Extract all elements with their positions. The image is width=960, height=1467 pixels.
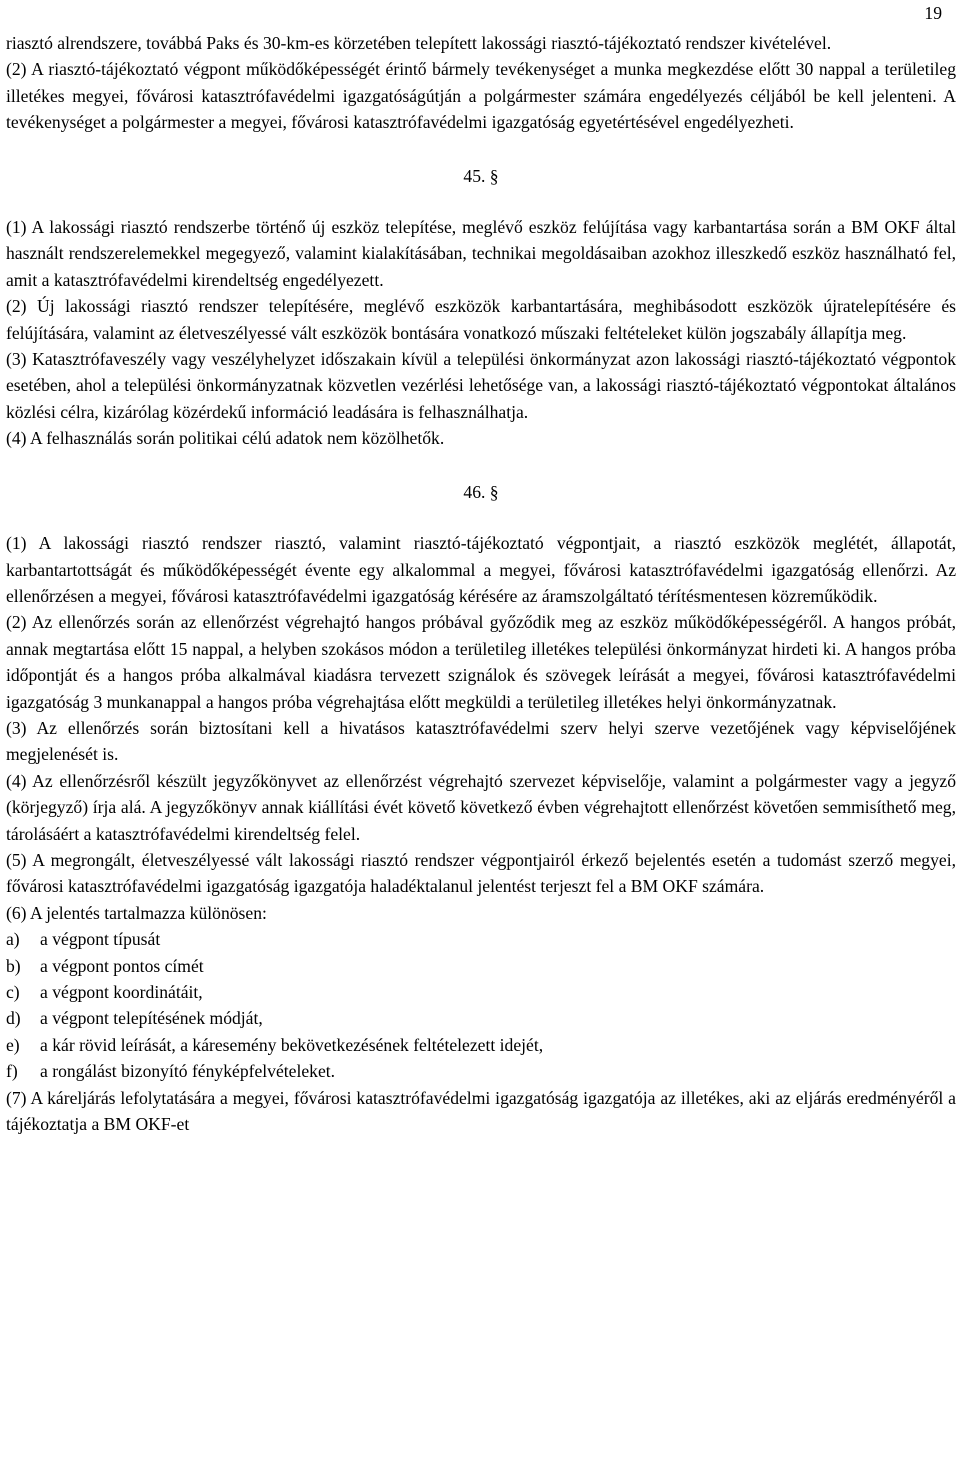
list-item-text: a végpont koordinátáit,	[40, 982, 203, 1002]
paragraph-46-1: (1) A lakossági riasztó rendszer riasztó, valamint riasztó-tájékoztató végpontjait, a riasztó eszközök meglétét, állapotát, karbantartottságát és működőképességét évente egy alkalommal a megyei, fővárosi katasztrófavédelmi igazgatóság ellenőrzi. Az ellenőrzésen a megyei, fővárosi katasztrófavédelmi igazgatóság kérésére az áramszolgáltató térítésmentesen közreműködik.	[6, 533, 956, 606]
section-heading-45: 45. §	[463, 165, 499, 186]
list-marker: b)	[6, 955, 21, 976]
paragraph-45-3: (3) Katasztrófaveszély vagy veszélyhelyzet időszakain kívül a települési önkormányzat azon lakossági riasztó-tájékoztató végpontok esetében, ahol a települési önkormányzatnak közvetlen vezérlési lehetősége van, a lakossági riasztó-tájékoztató végpontokat általános közlési célra, kizárólag közérdekű információ leadására is felhasználhatja.	[6, 349, 956, 422]
list-item	[6, 979, 956, 1005]
page-number: 19	[924, 3, 942, 23]
list-item	[6, 953, 956, 979]
list-item-text: a kár rövid leírását, a káresemény bekövetkezésének feltételezett idejét,	[40, 1034, 544, 1055]
paragraph-continuation: riasztó alrendszere, továbbá Paks és 30-km-es körzetében telepített lakossági riasztó-tájékoztató rendszer kivételével.	[6, 33, 832, 53]
list-marker: a)	[6, 929, 20, 950]
list-marker: e)	[6, 1034, 20, 1055]
paragraph-46-5: (5) A megrongált, életveszélyessé vált lakossági riasztó rendszer végpontjairól érkező bejelentés esetén a tudomást szerző megyei, fővárosi katasztrófavédelmi igazgatóság igazgatója haladéktalanul jelentést terjeszt fel a BM OKF számára.	[6, 849, 956, 897]
list-item-text: a végpont telepítésének módját,	[40, 1008, 263, 1029]
paragraph-46-3: (3) Az ellenőrzés során biztosítani kell a hivatásos katasztrófavédelmi szerv helyi szerve vezetőjének vagy képviselőjének megjelenését is.	[6, 717, 956, 765]
paragraph-46-4: (4) Az ellenőrzésről készült jegyzőkönyvet az ellenőrzést végrehajtó szervezet képviselője, valamint a polgármester vagy a jegyző (körjegyző) írja alá. A jegyzőkönyv annak kiállítási évét követő következő évben végrehajtott ellenőrzést követően semmisíthető meg, tárolásáért a katasztrófavédelmi kirendeltség felel.	[6, 770, 956, 844]
list-marker: f)	[6, 1061, 18, 1082]
list-item	[6, 1032, 956, 1058]
list-marker: c)	[6, 982, 20, 1002]
list-item-text: a rongálást bizonyító fényképfelvételeket.	[40, 1061, 336, 1082]
document-page	[6, 0, 956, 1137]
paragraph-46-6: (6) A jelentés tartalmazza különösen:	[6, 902, 267, 923]
list-item	[6, 1005, 956, 1031]
section-heading-46: 46. §	[463, 481, 499, 502]
paragraph-45-4: (4) A felhasználás során politikai célú adatok nem közölhetők.	[6, 428, 445, 449]
list-marker: d)	[6, 1008, 21, 1029]
list-item	[6, 1058, 956, 1084]
paragraph-45-2: (2) Új lakossági riasztó rendszer telepítésére, meglévő eszközök karbantartására, meghibásodott eszközök újratelepítésére és felújítására, valamint az életveszélyessé vált eszközök bontására vonatkozó műszaki feltételeket külön jogszabály állapítja meg.	[6, 296, 956, 343]
list-item	[6, 926, 956, 952]
list-item-text: a végpont pontos címét	[40, 955, 204, 976]
paragraph-46-2: (2) Az ellenőrzés során az ellenőrzést végrehajtó hangos próbával győződik meg az eszköz működőképességéről. A hangos próbát, annak megtartása előtt 15 nappal, a helyben szokásos módon a területileg illetékes települési önkormányzat hirdeti ki. A hangos próba időpontját és a hangos próba alkalmával kiadásra tervezett szignálok és szövegek leírását a megyei, fővárosi katasztrófavédelmi igazgatóság 3 munkanappal a hangos próba végrehajtása előtt megküldi a területileg illetékes helyi önkormányzatnak.	[6, 612, 956, 712]
paragraph-46-7: (7) A káreljárás lefolytatására a megyei, fővárosi katasztrófavédelmi igazgatóság igazgatója az illetékes, aki az eljárás eredményéről a tájékoztatja a BM OKF-et	[6, 1087, 956, 1135]
list-item-text: a végpont típusát	[40, 929, 161, 950]
paragraph-44-2: (2) A riasztó-tájékoztató végpont működőképességét érintő bármely tevékenységet a munka megkezdése előtt 30 nappal a területileg illetékes megyei, fővárosi katasztrófavédelmi igazgatóságútján a polgármester számára engedélyezés céljából be kell jelenteni. A tevékenységet a polgármester a megyei, fővárosi katasztrófavédelmi igazgatóság egyetértésével engedélyezheti.	[6, 59, 956, 133]
paragraph-45-1: (1) A lakossági riasztó rendszerbe történő új eszköz telepítése, meglévő eszköz felújítása vagy karbantartása során a BM OKF által használt rendszerelemekkel megegyező, valamint kialakításában, technikai megoldásaiban azokhoz illeszkedő eszköz használható fel, amit a katasztrófavédelmi kirendeltség engedélyezett.	[6, 217, 956, 290]
